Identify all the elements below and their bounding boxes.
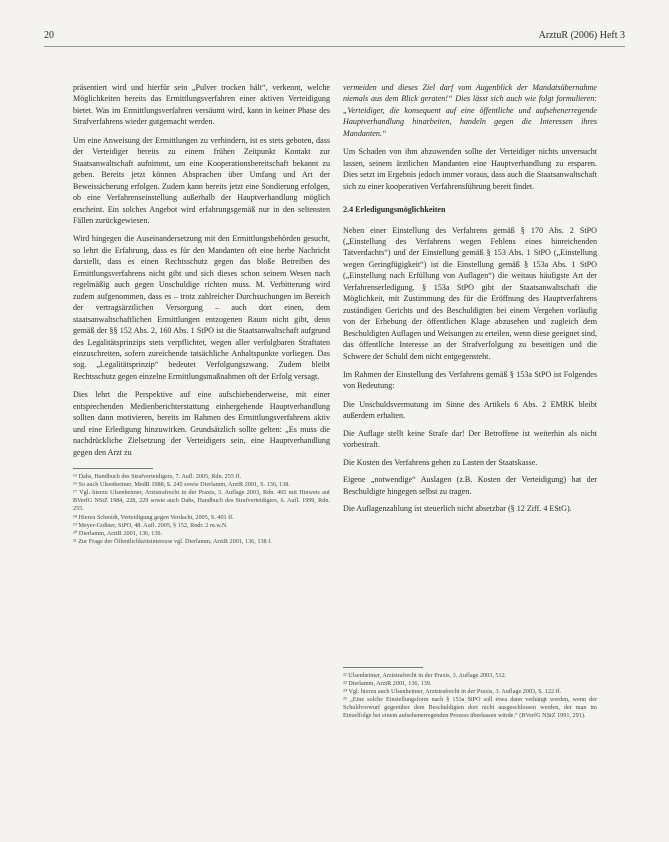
header-rule bbox=[44, 46, 625, 47]
footnotes-right-block bbox=[343, 657, 597, 721]
paragraph: Die Auflagenzahlung ist steuerlich nicht absetzbar (§ 12 Ziff. 4 EStG). bbox=[343, 504, 572, 514]
running-header bbox=[44, 30, 625, 44]
footnote: ²¹ Zur Frage der Öffentlichkeitsinteresse vgl. Dierlamm, ArztR 2001, 136, 138 f. bbox=[73, 537, 272, 545]
paragraph: Die Auflage stellt keine Strafe dar! Der Betroffene ist weiterhin als nicht vorbestraft. bbox=[343, 428, 597, 450]
footnotes-right bbox=[343, 672, 597, 721]
footnote: ²⁵ „Eine solche Einstellungsform nach § 153a StPO soll etwa dann verhängt werden, wenn der Schuldvorwurf gegenüber dem Beschuldigten dort nicht ausgeschlossen werden, der man im Einzelfolge bei einem aufsehenerregenden Prozess überlassen würde.“ (BVerfG NStZ 1991, 291). bbox=[343, 696, 597, 720]
paragraph: Die Kosten des Verfahrens gehen zu Lasten der Staatskasse. bbox=[343, 457, 538, 467]
paragraph: Eigene „notwendige“ Auslagen (z.B. Kosten der Verteidigung) hat der Beschuldigte hingegen selbst zu tragen. bbox=[343, 475, 597, 496]
paragraph: vermeiden und dieses Ziel darf vom Augenblick der Mandatsübernahme niemals aus dem Blick geraten!“ Dies lässt sich auch wie folgt formulieren: „Verteidiger, die konsequent auf eine öffentliche und aufsehenerregende Hauptverhandlung hinarbeiten, handeln gegen die Interessen ihres Mandanten.“ bbox=[343, 83, 597, 138]
paragraph: präsentiert wird und hierfür sein „Pulver trocken hält“, verkennt, welche Möglichkeiten bereits das Ermittlungsverfahren einer aktiven Verteidigung bietet. Was im Ermittlungsverfahren versäumt wird, kann in keiner Phase des Strafverfahrens wieder gutgemacht werden. bbox=[73, 83, 330, 127]
footnote: ¹⁵ Dahs, Handbuch des Strafverteidigers, 7. Aufl. 2005, Rdn. 255 ff. bbox=[73, 473, 242, 481]
paragraph: Um Schaden von ihm abzuwenden sollte der Verteidiger nichts unversucht lassen, seinem ärztlichen Mandanten eine Hauptverhandlung zu ersparen. Dies setzt im Ergebnis jedoch immer voraus, dass auch die Staatsanwaltschaft sich zu einer kooperativen Verfahrensführung bereit findet. bbox=[343, 147, 597, 191]
left-column bbox=[73, 82, 330, 546]
footnote-rule bbox=[343, 667, 423, 668]
footnote: ¹⁹ Meyer-Goßner, StPO, 48. Aufl. 2005, § 152, Rndr. 2 m.w.N. bbox=[73, 521, 228, 529]
paragraph: Um eine Anweisung der Ermittlungen zu verhindern, ist es stets geboten, dass der Verteidiger bereits zu einem frühen Zeitpunkt Kontakt zur Staatsanwaltschaft aufnimmt, um eine Kooperationsbereitschaft bekannt zu geben. Bereits jetzt können Absprachen über Umfang und Art der Beweissicherung erfolgen. Zudem kann bereits jetzt eine Sondierung erfolgen, ob eine Verfahrenseinstellung außerhalb der Hauptverhandlung möglich erscheint. Ein solches Angebot wird erfahrungsgemäß nur in den seltensten Fällen zurückgewiesen. bbox=[73, 135, 330, 225]
footnote: ¹⁷ Vgl. hierzu Ulsenheimer, Arztstrafrecht in der Praxis, 3. Auflage 2003, Rdn. 465 mit Hinweis auf BVerfG NStZ 1984, 228, 229 sowie auch Dahs, Handbuch des Strafverteidigers, 6. Aufl. 1999, Rdn. 255. bbox=[73, 489, 330, 513]
paragraph: Wird hingegen die Auseinandersetzung mit den Ermittlungsbehörden gesucht, so lehrt die Erfahrung, dass es für den Mandanten oft eine herbe Nachricht darstellt, dass es einen Rechtsschutz gegen das bloße Betreiben des Ermittlungsverfahrens nicht gibt und sich dieses schon seinem Wesen nach regelmäßig auch gegen Unschuldige richten muss. M. Verbitterung wird zudem aufgenommen, dass es – trotz zahlreicher Durchsuchungen im Bereich der vertragsärztlichen Versorgung – auch dort einen, dem staatsanwaltschaftlichen Ermittlungen entzogenen Raum nicht gibt, denn gemäß der §§ 152 Abs. 2, 160 Abs. 1 StPO ist die Staatsanwaltschaft aufgrund des Legalitätsprinzips stets verpflichtet, wegen aller verfolgbaren Straftaten einzuschreiten, sofern zureichende tatsächliche Anhaltspunkte vorliegen. Das sog. „Legalitätsprinzip“ bedeutet Verfolgungszwang. Zudem bleibt Rechtsschutz gegen einzelne Ermittlungsmaßnahmen oft der Erfolg versagt. bbox=[73, 234, 330, 381]
page-number: 20 bbox=[44, 30, 54, 41]
right-column bbox=[343, 82, 597, 720]
footnote: ¹⁶ So auch Ulsenheimer, MedR 1988, S. 245 sowie Dierlamm, ArztR 2001, S. 136, 138. bbox=[73, 481, 290, 489]
footnotes-left bbox=[73, 473, 330, 546]
paragraph: Im Rahmen der Einstellung des Verfahrens gemäß § 153a StPO ist Folgendes von Bedeutung: bbox=[343, 369, 597, 391]
footnote-rule bbox=[73, 468, 153, 469]
paragraph: Die Unschuldsvermutung im Sinne des Artikels 6 Abs. 2 EMRK bleibt außerdem erhalten. bbox=[343, 399, 597, 421]
section-heading: 2.4 Erledigungsmöglichkeiten bbox=[343, 205, 446, 215]
footnote: ²² Ulsenheimer, Arztstrafrecht in der Praxis, 3. Auflage 2003, 512. bbox=[343, 672, 507, 679]
footnote: ²⁴ Vgl. hierzu auch Ulsenheimer, Arztstrafrecht in der Praxis, 3. Auflage 2003, S. 122 ff. bbox=[343, 688, 562, 696]
journal-title: ArztuR (2006) Heft 3 bbox=[538, 30, 625, 41]
footnote: ¹⁸ Hierzu Schmidt, Verteidigung gegen Verdacht, 2005, S. 401 ff. bbox=[73, 513, 234, 521]
paragraph: Dies lehrt die Perspektive auf eine aufschiebenderweise, mit einer entsprechenden Medienberichterstattung einhergehende Hauptverhandlung sollten dann motivieren, bereits im Rahmen des Ermittlungsverfahrens aktiv und eine Erledigung hinzuwirken. Grundsätzlich sollte gelten: „Es muss die nachdrückliche Zielsetzung der Verteidigers sein, eine Hauptverhandlung gegen den Arzt zu bbox=[73, 390, 330, 457]
footnote: ²⁰ Dierlamm, ArztR 2001, 136, 139. bbox=[73, 529, 163, 537]
footnote: ²³ Dierlamm, ArztR 2001, 136, 139. bbox=[343, 680, 432, 688]
paragraph: Neben einer Einstellung des Verfahrens gemäß § 170 Abs. 2 StPO („Einstellung des Verfahrens wegen Fehlens eines hinreichenden Tatverdachts“) und der Einstellung gemäß § 153 Abs. 1 StPO („Einstellung wegen Geringfügigkeit“) ist die Einstellung gemäß § 153a Abs. 1 StPO („Einstellung nach Erfüllung von Auflagen“) die weitaus häufigste Art der Verfahrenserledigung. § 153a StPO gibt der Staatsanwaltschaft die Möglichkeit, mit Zustimmung des für die Eröffnung des Hauptverfahrens zuständigen Gerichts und des Beschuldigten bei einem Vergehen vorläufig von der Erhebung der öffentlichen Klage abzusehen und zugleich dem Beschuldigten Auflagen und Weisungen zu erteilen, wenn diese geeignet sind, das öffentliche Interesse an der Strafverfolgung zu beseitigen und die Schwere der Schuld dem nicht entgegensteht. bbox=[343, 225, 597, 361]
